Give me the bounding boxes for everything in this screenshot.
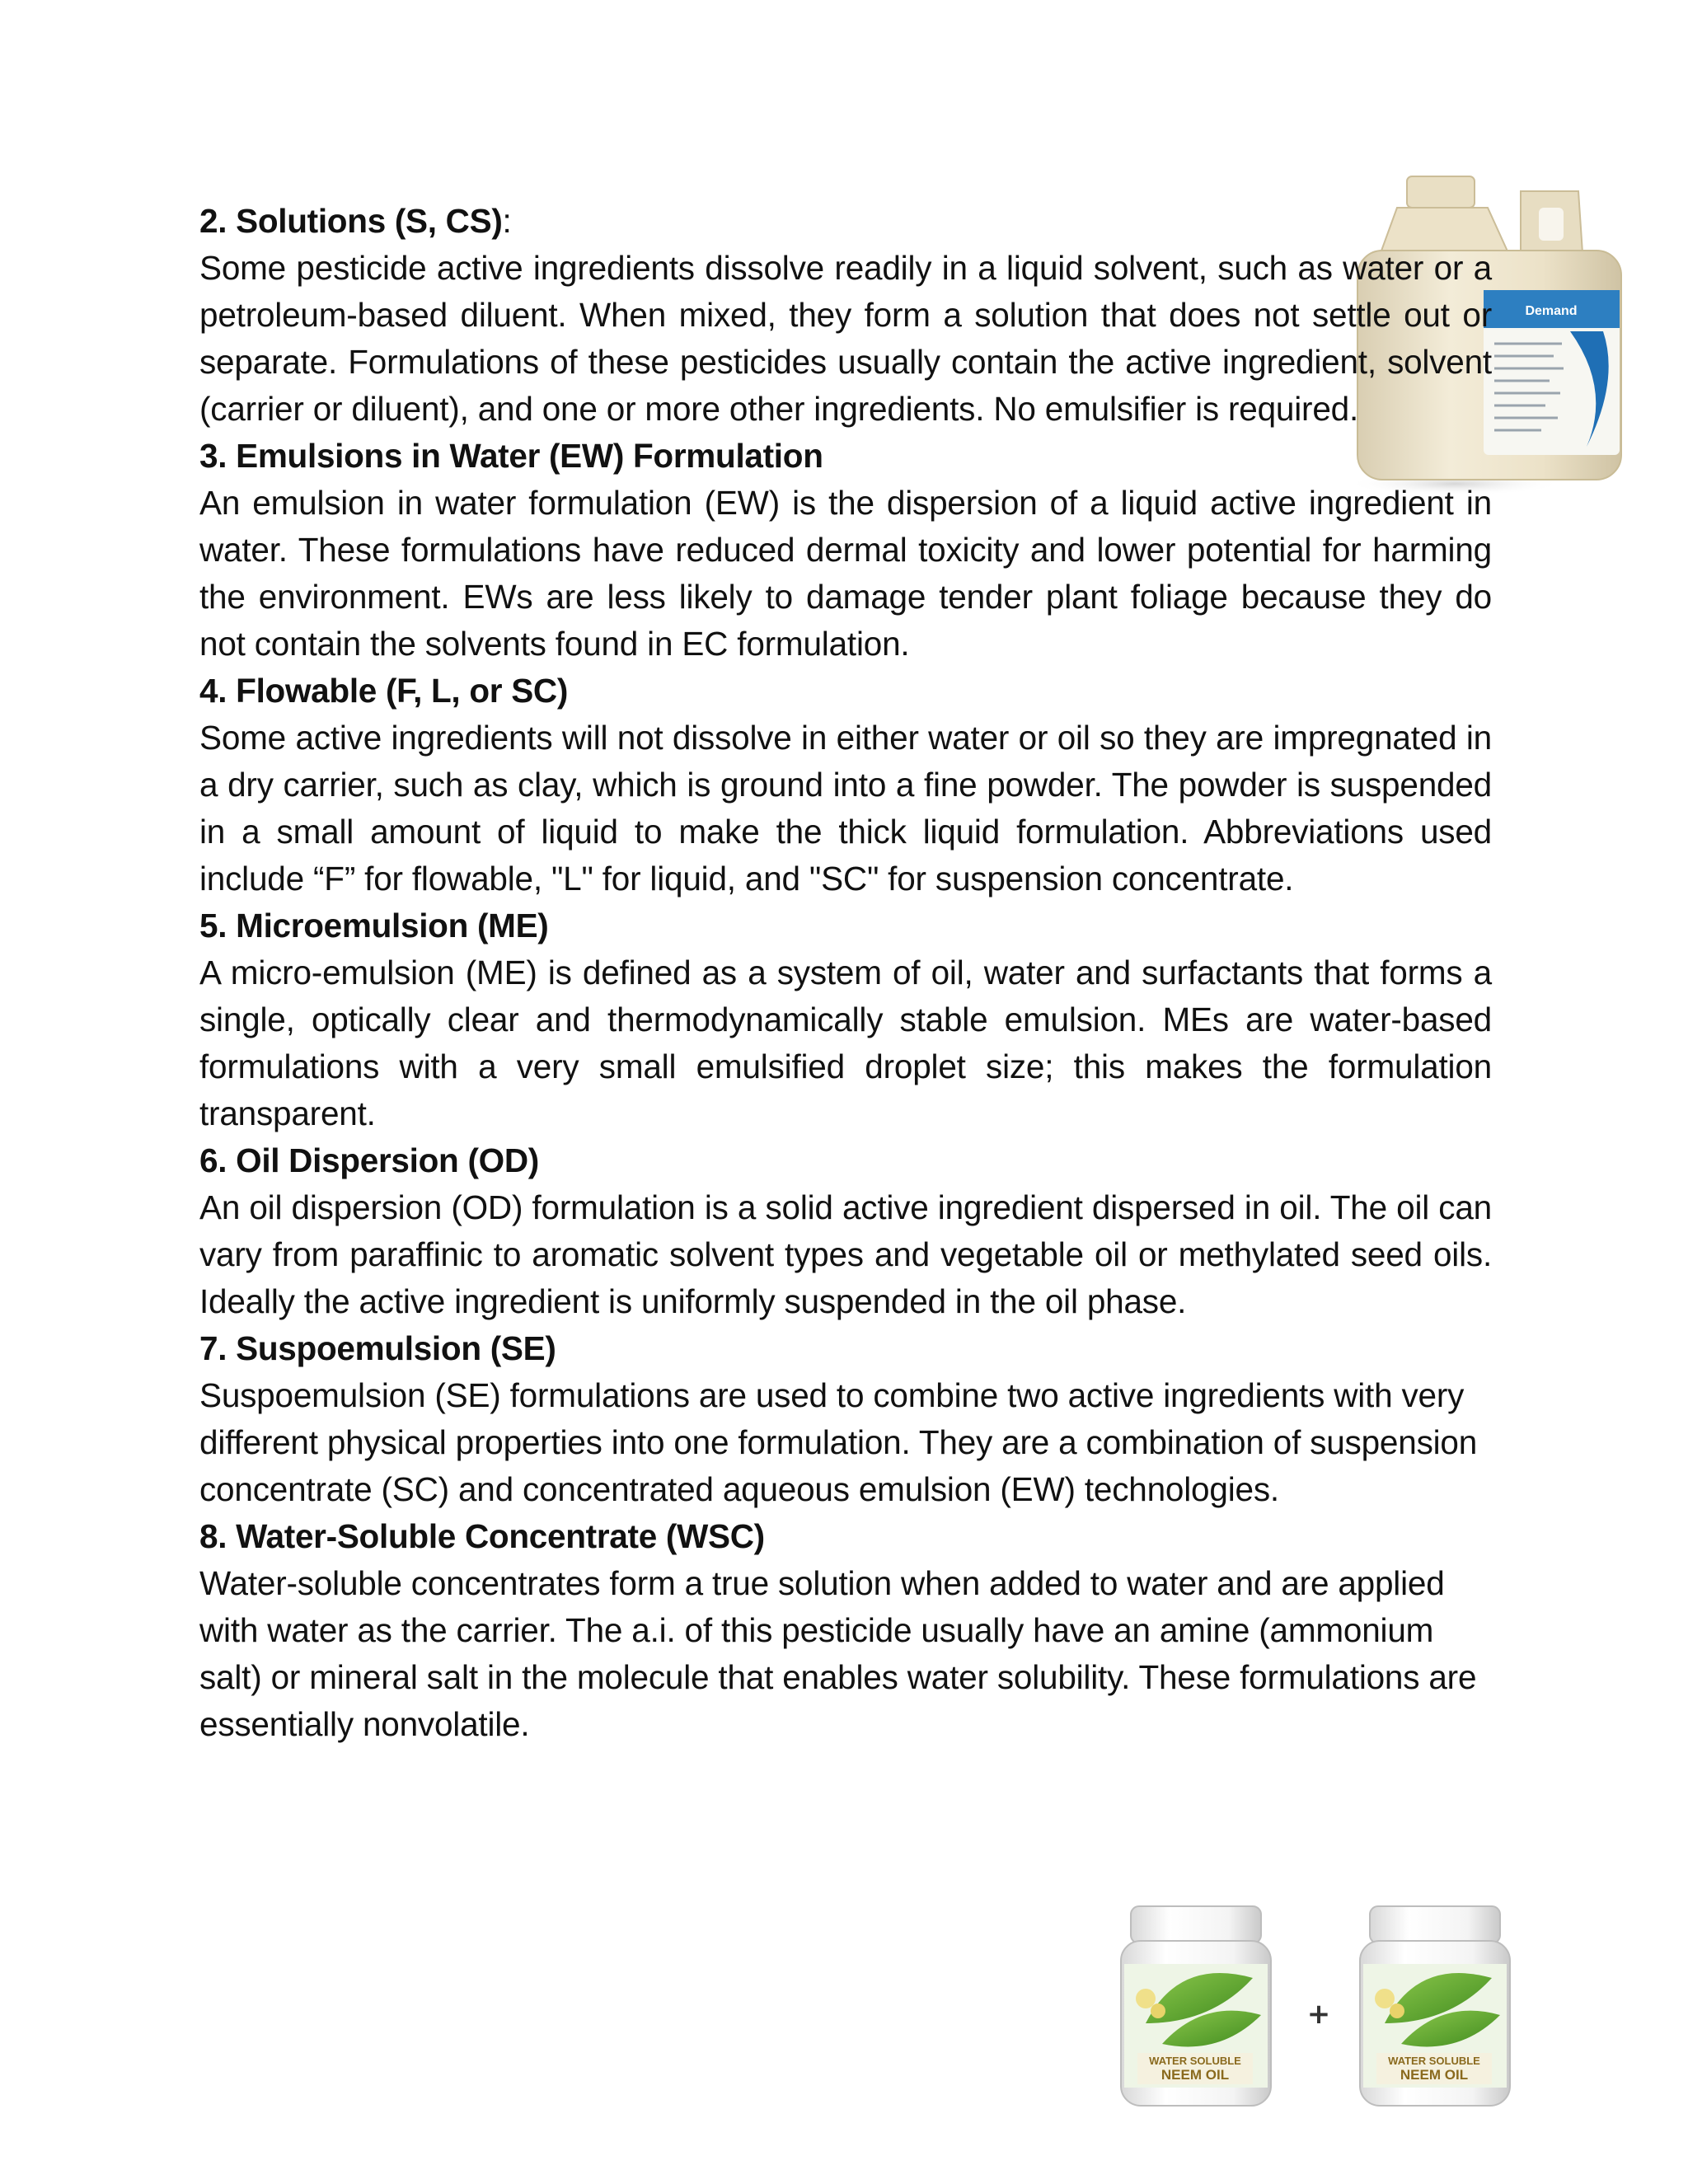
- plus-sign: +: [1306, 1998, 1331, 2031]
- jar-label-line2: NEEM OIL: [1400, 2067, 1469, 2083]
- jar-label-line1: WATER SOLUBLE: [1388, 2055, 1480, 2067]
- document-body: [199, 198, 1492, 1748]
- section-microemulsion: [199, 902, 1492, 1137]
- section-paragraph: Water-soluble concentrates form a true solution when added to water and are applied with water as the carrier. The a.i. of this pesticide usually have an amine (ammonium salt) or mineral salt in the molecule that enables water solubility. These formulations are essentially nonvolatile.: [199, 1564, 1477, 1743]
- section-heading: 4. Flowable (F, L, or SC): [199, 672, 569, 710]
- neem-jar-left: [1121, 1906, 1271, 2106]
- section-solutions: [199, 198, 1492, 433]
- section-oil-dispersion: [199, 1137, 1492, 1325]
- section-heading: 5. Microemulsion (ME): [199, 907, 549, 944]
- section-heading: [199, 198, 1492, 245]
- section-heading: 6. Oil Dispersion (OD): [199, 1141, 539, 1179]
- section-paragraph: Some pesticide active ingredients dissolve readily in a liquid solvent, such as water or a petroleum-based diluent. When mixed, they form a solution that does not settle out or separate. Formulations of these pesticides usually contain the active ingredient, solvent (carrier or diluent), and one or more other ingredients. No emulsifier is required.: [199, 249, 1492, 428]
- section-flowable: [199, 668, 1492, 902]
- heading-colon: :: [502, 202, 512, 240]
- section-water-soluble-concentrate: [199, 1513, 1492, 1748]
- heading-text: 2. Solutions (S, CS): [199, 202, 503, 240]
- neem-jar-right: [1360, 1906, 1510, 2106]
- bottle-label-text: Demand: [1525, 304, 1578, 318]
- section-heading: 3. Emulsions in Water (EW) Formulation: [199, 437, 823, 475]
- jar-label-line2: NEEM OIL: [1160, 2067, 1230, 2083]
- section-heading: 8. Water-Soluble Concentrate (WSC): [199, 1517, 765, 1555]
- section-emulsions-in-water: [199, 433, 1492, 668]
- section-paragraph: A micro-emulsion (ME) is defined as a system of oil, water and surfactants that forms a single, optically clear and thermodynamically stable emulsion. MEs are water-based formulations with a very small emulsified droplet size; this makes the formulation transparent.: [199, 954, 1492, 1132]
- section-paragraph: An emulsion in water formulation (EW) is the dispersion of a liquid active ingredient in water. These formulations have reduced dermal toxicity and lower potential for harming the environment. EWs are less likely to damage tender plant foliage because they do not contain the solvents found in EC formulation.: [199, 484, 1492, 663]
- jar-label-line1: WATER SOLUBLE: [1149, 2055, 1241, 2067]
- section-paragraph: Suspoemulsion (SE) formulations are used to combine two active ingredients with very different physical properties into one formulation. They are a combination of suspension concentrate (SC) and concentrated aqueous emulsion (EW) technologies.: [199, 1376, 1478, 1508]
- section-paragraph: Some active ingredients will not dissolve in either water or oil so they are impregnated in a dry carrier, such as clay, which is ground into a fine powder. The powder is suspended in a small amount of liquid to make the thick liquid formulation. Abbreviations used include “F” for flowable, "L" for liquid, and "SC" for suspension concentrate.: [199, 719, 1492, 898]
- neem-oil-jars-image: [1113, 1900, 1525, 2114]
- section-paragraph: An oil dispersion (OD) formulation is a solid active ingredient dispersed in oil. The oil can vary from paraffinic to aromatic solvent types and vegetable oil or methylated seed oils. Ideally the active ingredient is uniformly suspended in the oil phase.: [199, 1188, 1492, 1320]
- section-suspoemulsion: [199, 1325, 1492, 1513]
- section-heading: 7. Suspoemulsion (SE): [199, 1329, 556, 1367]
